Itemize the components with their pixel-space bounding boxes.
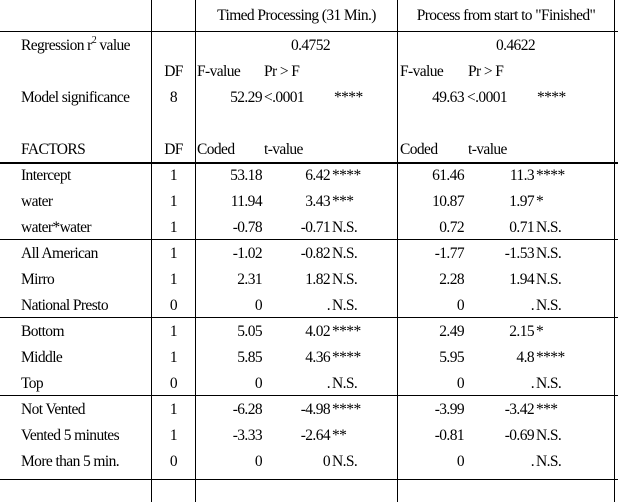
tvalue-header-1: t-value xyxy=(264,141,303,158)
model-p-1: <.0001 xyxy=(264,89,305,106)
factor-df: 1 xyxy=(169,193,178,210)
coded-header-2: Coded xyxy=(400,141,438,158)
factor-sig-2: N.S. xyxy=(536,271,562,288)
factor-coded-2: -1.77 xyxy=(434,245,464,262)
factor-sig-1: **** xyxy=(332,401,361,418)
factor-sig-2: **** xyxy=(536,167,565,184)
factor-coded-1: 53.18 xyxy=(230,167,262,184)
factor-tvalue-1: 3.43 xyxy=(305,193,330,210)
factor-name: water*water xyxy=(21,219,91,236)
regression-value-2: 0.4622 xyxy=(495,37,535,54)
factor-tvalue-2: . xyxy=(530,297,534,314)
factor-df: 1 xyxy=(169,271,178,288)
group2-title: Process from start to "Finished" xyxy=(416,7,596,24)
factor-tvalue-2: -0.69 xyxy=(504,427,534,444)
factor-sig-2: **** xyxy=(536,349,565,366)
factor-df: 1 xyxy=(169,245,178,262)
factor-name: More than 5 min. xyxy=(21,453,120,470)
factor-name: All American xyxy=(21,245,98,262)
factor-tvalue-2: 0.71 xyxy=(509,219,534,236)
factor-coded-2: 0 xyxy=(456,375,464,392)
factor-sig-2: N.S. xyxy=(536,297,562,314)
factor-tvalue-1: . xyxy=(326,375,330,392)
factor-sig-1: N.S. xyxy=(332,375,358,392)
factor-sig-1: N.S. xyxy=(332,297,358,314)
regression-value-1: 0.4752 xyxy=(290,37,330,54)
factor-name: water xyxy=(21,193,53,210)
factor-coded-2: -0.81 xyxy=(434,427,464,444)
factor-sig-1: N.S. xyxy=(332,219,358,236)
model-df: 8 xyxy=(169,89,178,106)
factor-sig-2: * xyxy=(536,323,544,340)
factor-tvalue-1: 1.82 xyxy=(305,271,330,288)
factor-coded-1: 0 xyxy=(254,375,262,392)
factor-tvalue-1: 6.42 xyxy=(305,167,330,184)
factor-tvalue-1: -0.82 xyxy=(300,245,330,262)
factor-name: Top xyxy=(21,375,44,392)
factor-df: 1 xyxy=(169,219,178,236)
factor-coded-1: 11.94 xyxy=(230,193,262,210)
factor-name: National Presto xyxy=(21,297,108,314)
df-header: DF xyxy=(164,63,183,80)
factor-sig-1: N.S. xyxy=(332,245,358,262)
factor-name: Mirro xyxy=(21,271,55,288)
factor-coded-2: 0 xyxy=(456,453,464,470)
factor-sig-1: ** xyxy=(332,427,347,444)
factor-tvalue-1: -2.64 xyxy=(300,427,330,444)
factor-sig-2: N.S. xyxy=(536,427,562,444)
factor-coded-2: 61.46 xyxy=(432,167,464,184)
factor-coded-2: 0 xyxy=(456,297,464,314)
factor-sig-1: N.S. xyxy=(332,271,358,288)
factor-sig-1: N.S. xyxy=(332,453,358,470)
factor-tvalue-2: . xyxy=(530,375,534,392)
factor-name: Middle xyxy=(21,349,63,366)
factor-name: Not Vented xyxy=(21,401,85,418)
factor-tvalue-1: 0 xyxy=(322,453,330,470)
fvalue-header-1: F-value xyxy=(197,63,241,80)
model-fvalue-2: 49.63 xyxy=(432,89,464,106)
factor-tvalue-2: -1.53 xyxy=(504,245,534,262)
factor-coded-2: 0.72 xyxy=(439,219,464,236)
prf-header-1: Pr > F xyxy=(264,63,300,80)
factor-coded-1: 5.85 xyxy=(237,349,262,366)
grid-line-h xyxy=(0,479,618,480)
model-label: Model significance xyxy=(21,89,130,106)
factor-coded-2: 2.28 xyxy=(439,271,464,288)
factor-coded-1: 2.31 xyxy=(237,271,262,288)
factor-sig-2: *** xyxy=(536,401,558,418)
prf-header-2: Pr > F xyxy=(468,63,504,80)
model-fvalue-1: 52.29 xyxy=(230,89,262,106)
factor-name: Vented 5 minutes xyxy=(21,427,120,444)
grid-line-v xyxy=(614,0,615,502)
factors-df-header: DF xyxy=(164,141,183,158)
factor-df: 1 xyxy=(169,401,178,418)
factor-name: Bottom xyxy=(21,323,64,340)
factor-sig-1: **** xyxy=(332,349,361,366)
factor-sig-2: N.S. xyxy=(536,453,562,470)
factor-coded-1: -3.33 xyxy=(232,427,262,444)
factor-coded-2: 2.49 xyxy=(439,323,464,340)
factor-tvalue-1: -0.71 xyxy=(300,219,330,236)
factor-tvalue-1: 4.02 xyxy=(305,323,330,340)
factor-tvalue-2: -3.42 xyxy=(504,401,534,418)
factor-df: 0 xyxy=(169,375,178,392)
factor-sig-1: **** xyxy=(332,323,361,340)
fvalue-header-2: F-value xyxy=(400,63,444,80)
factor-coded-2: 5.95 xyxy=(439,349,464,366)
factors-header: FACTORS xyxy=(21,141,86,158)
factor-sig-2: * xyxy=(536,193,544,210)
factor-sig-1: *** xyxy=(332,193,354,210)
factor-tvalue-1: -4.98 xyxy=(300,401,330,418)
factor-coded-1: 0 xyxy=(254,453,262,470)
factor-tvalue-2: 4.8 xyxy=(516,349,534,366)
factor-df: 1 xyxy=(169,427,178,444)
factor-sig-1: **** xyxy=(332,167,361,184)
grid-line-h xyxy=(0,31,618,32)
factor-df: 1 xyxy=(169,167,178,184)
factor-tvalue-2: 1.94 xyxy=(509,271,534,288)
factor-coded-1: -6.28 xyxy=(232,401,262,418)
factor-coded-1: -0.78 xyxy=(232,219,262,236)
factor-sig-2: N.S. xyxy=(536,375,562,392)
factor-df: 1 xyxy=(169,323,178,340)
factor-sig-2: N.S. xyxy=(536,219,562,236)
factor-coded-1: -1.02 xyxy=(232,245,262,262)
factor-df: 1 xyxy=(169,349,178,366)
factor-tvalue-2: 1.97 xyxy=(509,193,534,210)
factor-tvalue-2: 2.15 xyxy=(509,323,534,340)
factor-tvalue-2: 11.3 xyxy=(509,167,534,184)
factor-tvalue-1: 4.36 xyxy=(305,349,330,366)
group1-title: Timed Processing (31 Min.) xyxy=(217,7,376,24)
coded-header-1: Coded xyxy=(197,141,235,158)
regression-label: Regression $r^2$ value xyxy=(21,34,130,54)
factor-sig-2: N.S. xyxy=(536,245,562,262)
factor-coded-1: 0 xyxy=(254,297,262,314)
model-sig-1: **** xyxy=(334,89,363,106)
factor-df: 0 xyxy=(169,297,178,314)
factor-df: 0 xyxy=(169,453,178,470)
factor-tvalue-1: . xyxy=(326,297,330,314)
factor-tvalue-2: . xyxy=(530,453,534,470)
factor-coded-1: 5.05 xyxy=(237,323,262,340)
model-p-2: <.0001 xyxy=(467,89,508,106)
factor-coded-2: 10.87 xyxy=(432,193,464,210)
model-sig-2: **** xyxy=(537,89,566,106)
tvalue-header-2: t-value xyxy=(468,141,507,158)
factor-name: Intercept xyxy=(21,167,71,184)
factor-coded-2: -3.99 xyxy=(434,401,464,418)
